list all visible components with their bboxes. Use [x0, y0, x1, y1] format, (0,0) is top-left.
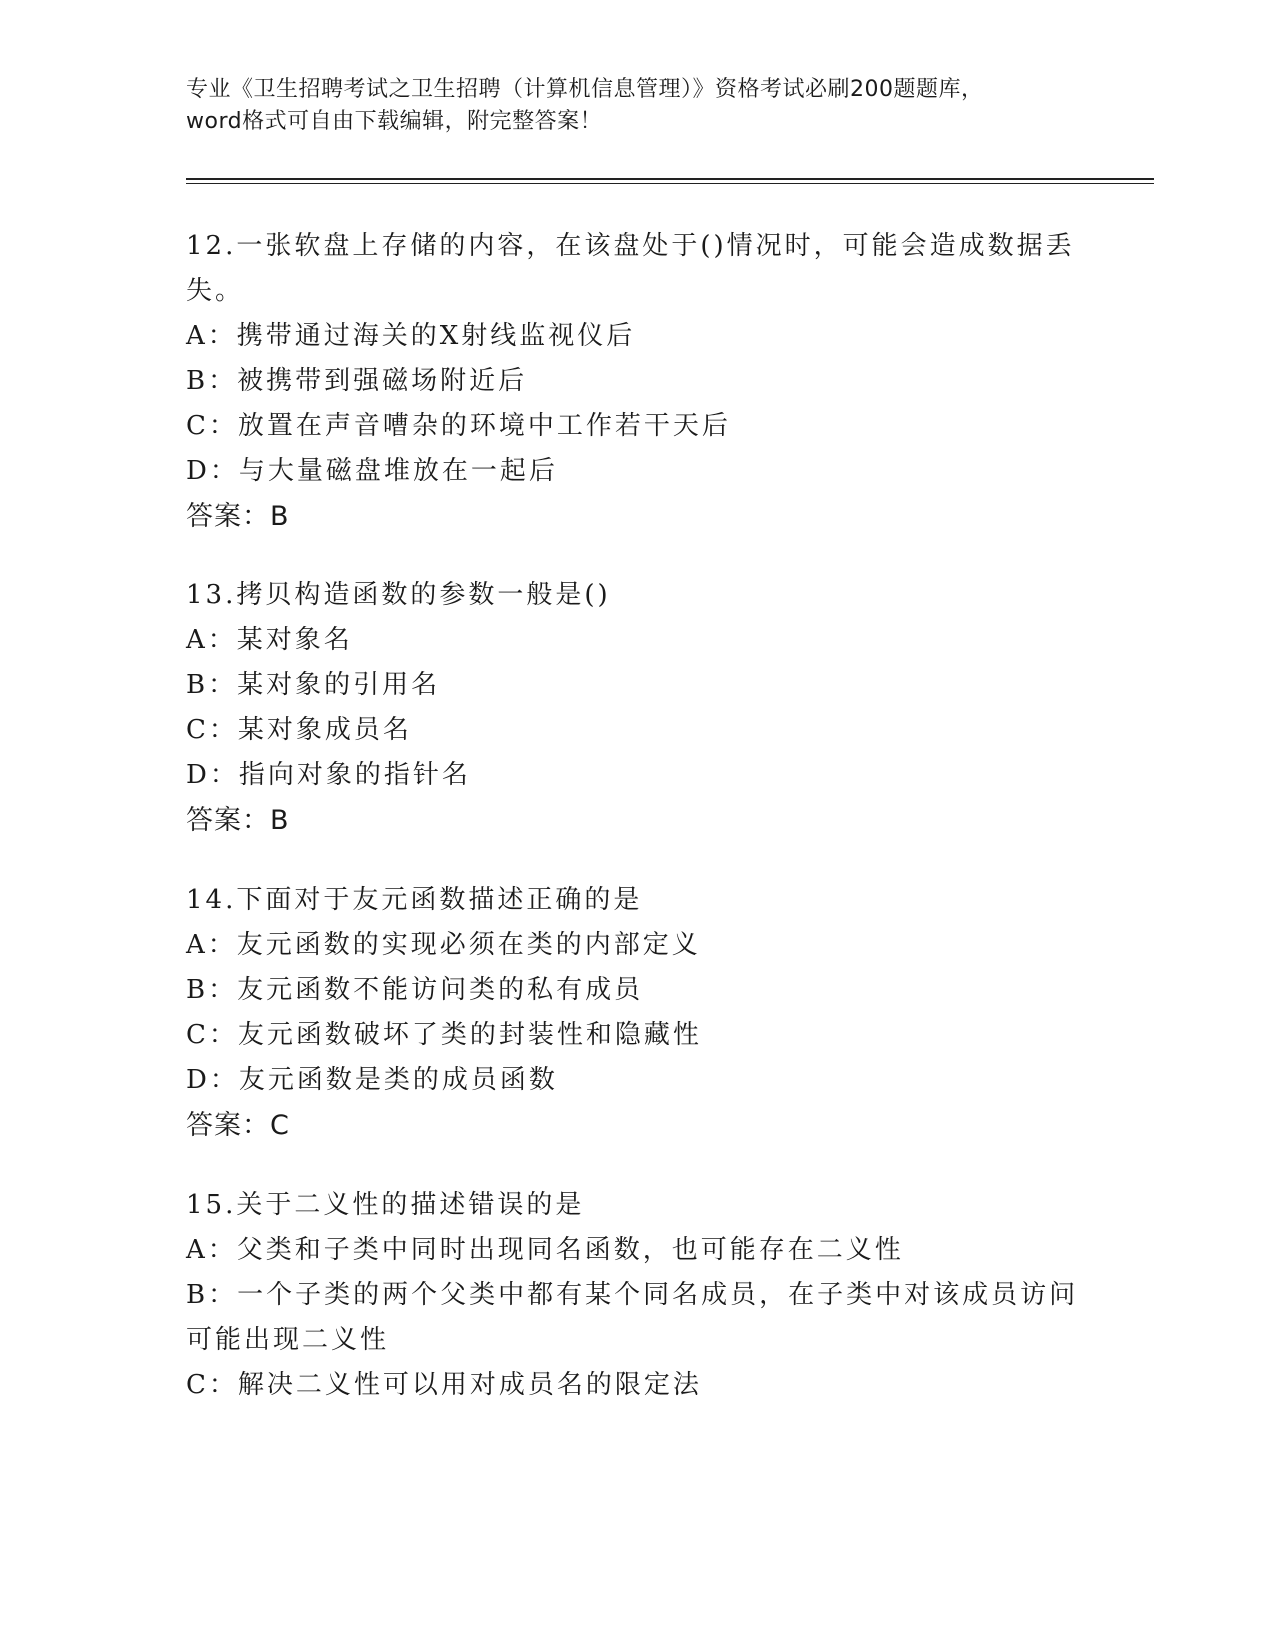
option-a: A：父类和子类中同时出现同名函数，也可能存在二义性: [186, 1235, 904, 1265]
question-stem: 失。: [186, 276, 245, 306]
question-stem: 14.下面对于友元函数描述正确的是: [186, 885, 643, 915]
option-a: A：友元函数的实现必须在类的内部定义: [186, 930, 701, 960]
answer-line: 答案：B: [186, 501, 290, 532]
option-b-continued: 可能出现二义性: [186, 1325, 390, 1355]
option-a: A：携带通过海关的X射线监视仪后: [186, 321, 636, 351]
option-b: B：一个子类的两个父类中都有某个同名成员，在子类中对该成员访问: [186, 1280, 1079, 1310]
question-12: [186, 224, 1086, 539]
option-d: D：指向对象的指针名: [186, 760, 471, 790]
question-14: [186, 878, 1086, 1148]
question-stem: 12.一张软盘上存储的内容，在该盘处于()情况时，可能会造成数据丢: [186, 231, 1075, 261]
option-b: B：被携带到强磁场附近后: [186, 366, 528, 396]
option-c: C：友元函数破坏了类的封装性和隐藏性: [186, 1020, 702, 1050]
option-c: C：某对象成员名: [186, 715, 412, 745]
question-15: [186, 1183, 1086, 1408]
option-d: D：与大量磁盘堆放在一起后: [186, 456, 558, 486]
answer-line: 答案：C: [186, 1110, 290, 1141]
header-line: word格式可自由下载编辑，附完整答案！: [186, 109, 603, 134]
header-line: 专业《卫生招聘考试之卫生招聘（计算机信息管理）》资格考试必刷200题题库，: [186, 77, 984, 102]
header-divider: [186, 178, 1154, 180]
option-b: B：友元函数不能访问类的私有成员: [186, 975, 644, 1005]
option-c: C：解决二义性可以用对成员名的限定法: [186, 1370, 702, 1400]
question-stem: 15.关于二义性的描述错误的是: [186, 1190, 585, 1220]
question-13: [186, 573, 1086, 843]
option-d: D：友元函数是类的成员函数: [186, 1065, 558, 1095]
option-a: A：某对象名: [186, 625, 353, 655]
question-stem: 13.拷贝构造函数的参数一般是(): [186, 580, 611, 610]
option-c: C：放置在声音嘈杂的环境中工作若干天后: [186, 411, 731, 441]
answer-line: 答案：B: [186, 805, 290, 836]
option-b: B：某对象的引用名: [186, 670, 441, 700]
document-header: [186, 74, 1086, 138]
header-divider-thin: [186, 183, 1154, 184]
